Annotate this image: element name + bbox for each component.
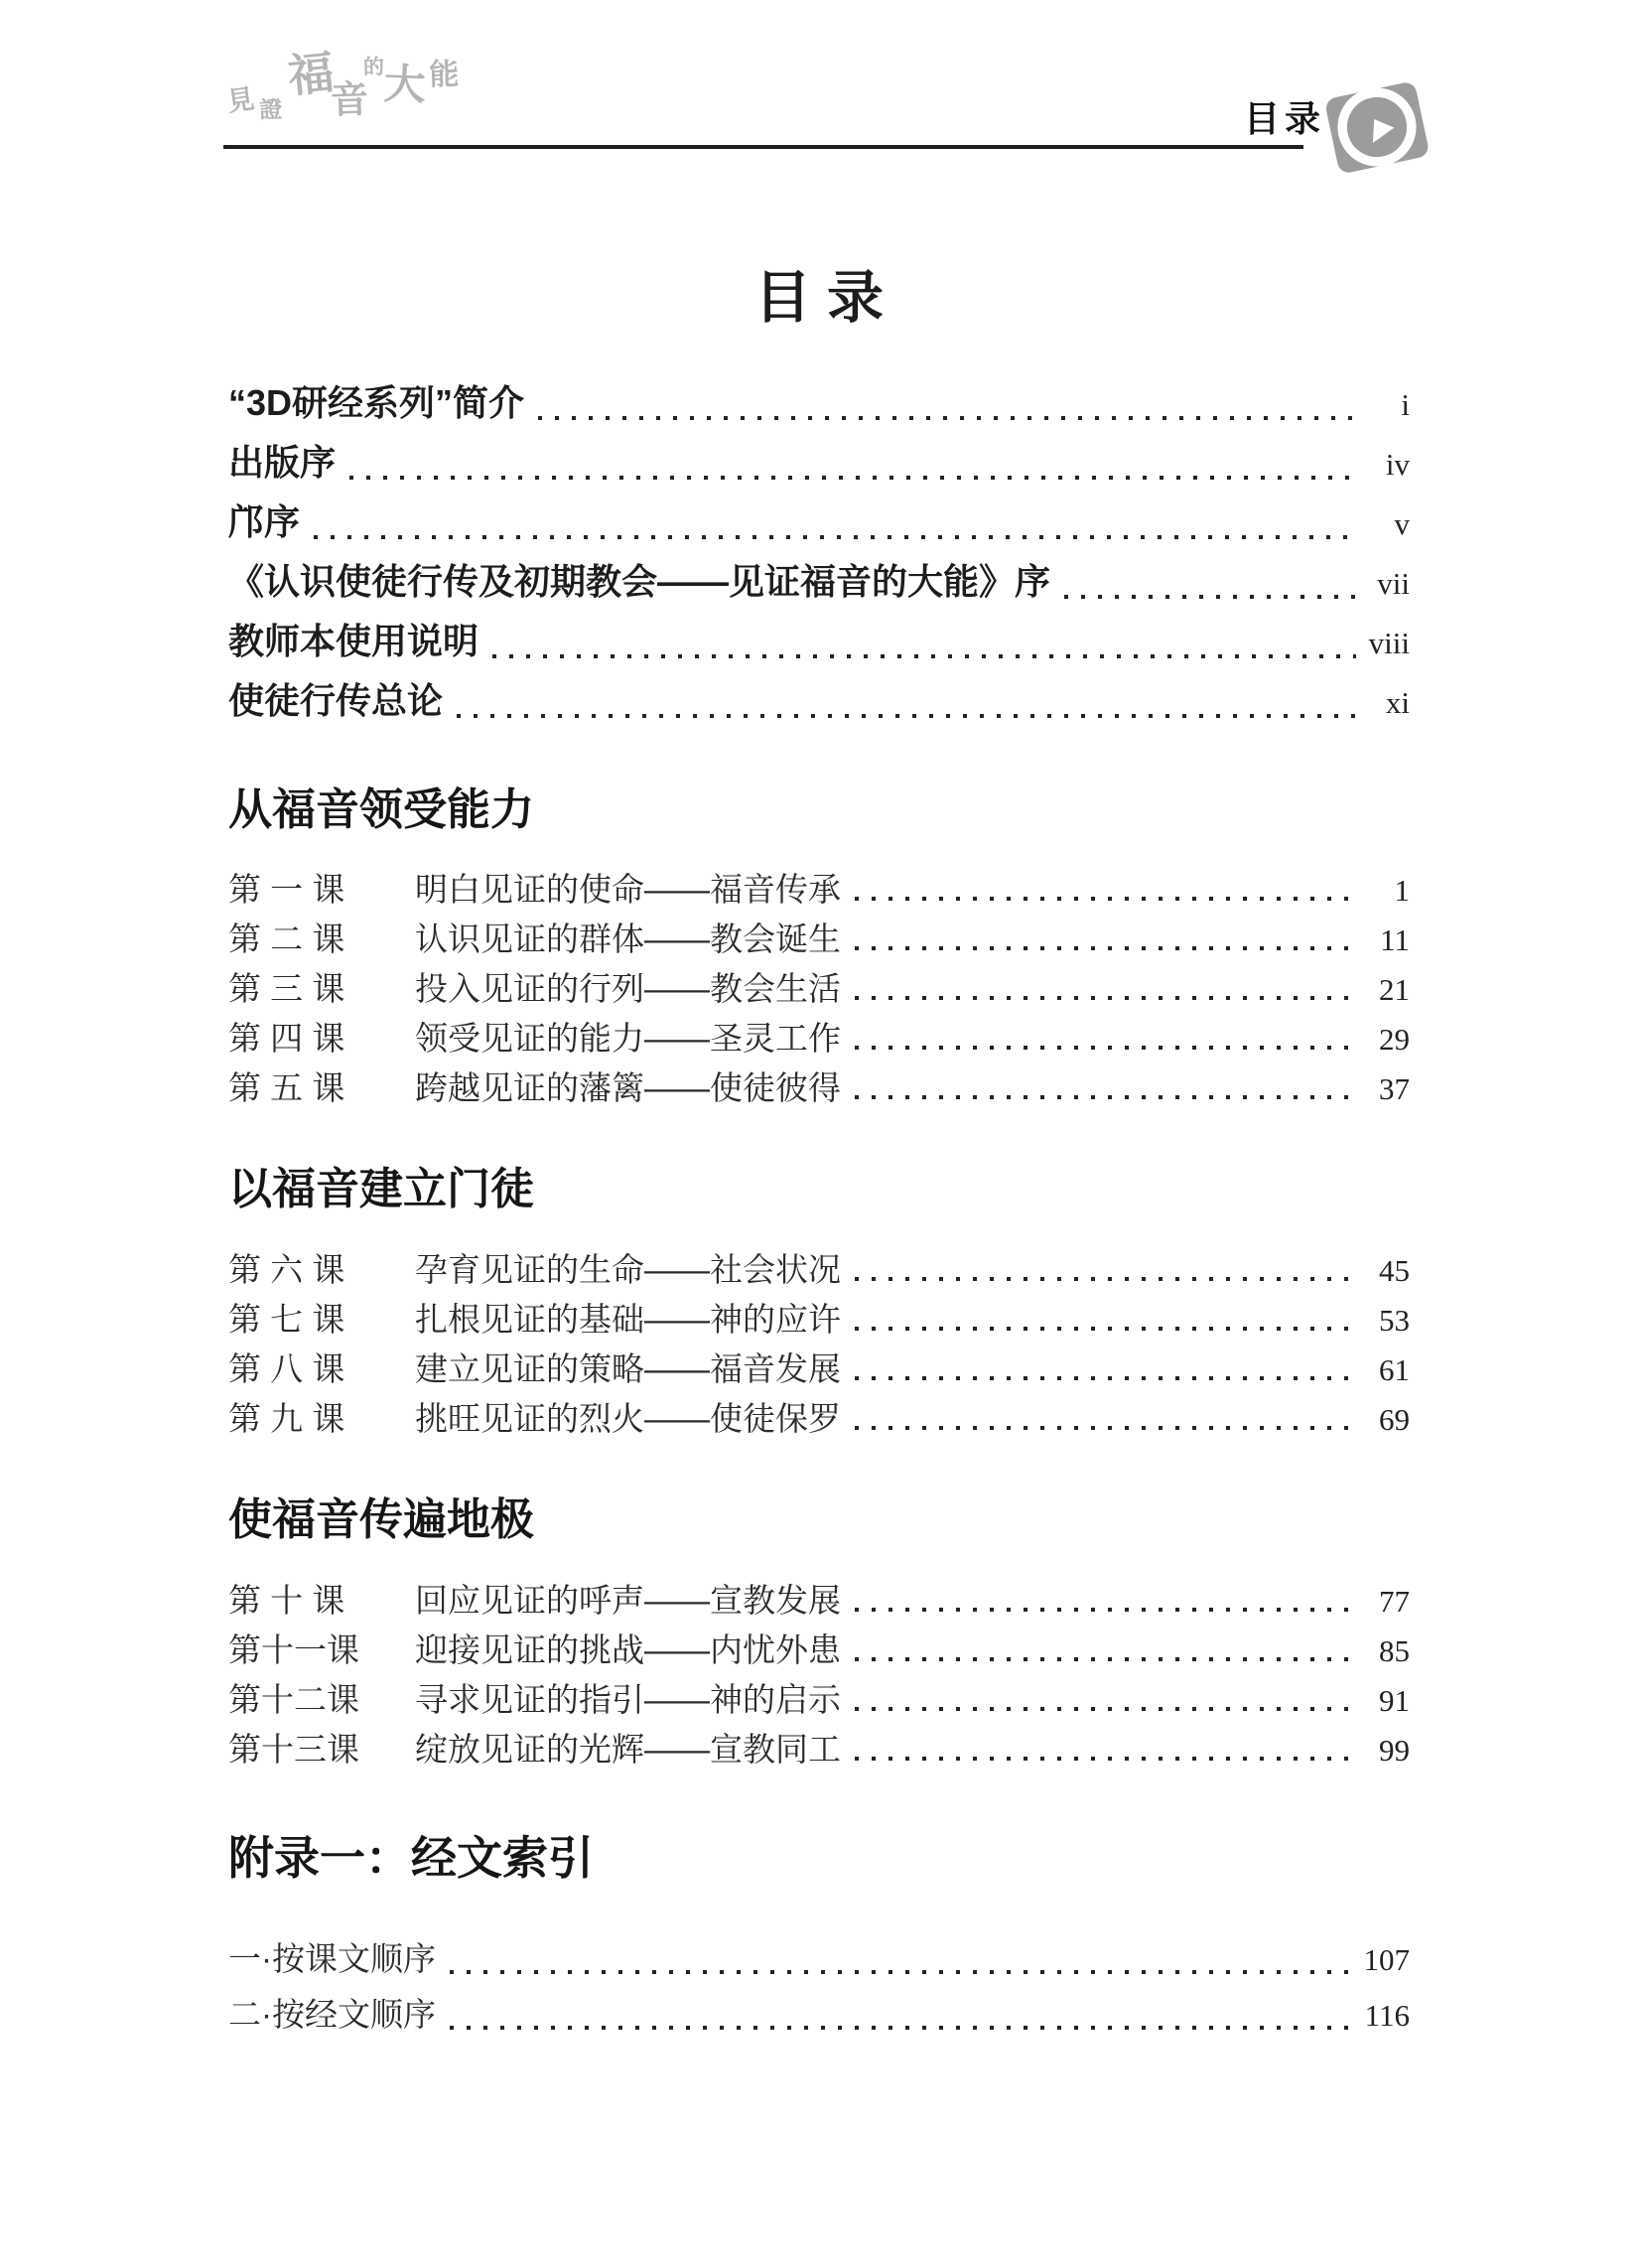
lesson-number: 第 七 课 bbox=[228, 1301, 345, 1339]
lesson-page: 85 bbox=[1379, 1632, 1410, 1668]
appendix-section bbox=[228, 1831, 1410, 2045]
lesson-page: 37 bbox=[1379, 1071, 1410, 1107]
lesson-number: 第 六 课 bbox=[228, 1251, 345, 1289]
lesson-page: 77 bbox=[1379, 1583, 1410, 1619]
logo-char: 見 bbox=[225, 83, 256, 117]
lesson-number: 第 一 课 bbox=[228, 871, 345, 909]
toc-content bbox=[228, 266, 1410, 2045]
appendix-entry-page: 107 bbox=[1363, 1942, 1410, 1978]
lesson-entry bbox=[228, 1244, 1410, 1294]
dot-leader bbox=[855, 1376, 1356, 1380]
lesson-number: 第十三课 bbox=[228, 1730, 359, 1768]
toc-section bbox=[228, 1164, 1410, 1443]
lesson-number: 第 十 课 bbox=[228, 1581, 345, 1619]
lesson-entry bbox=[228, 1674, 1410, 1724]
lesson-entry bbox=[228, 1575, 1410, 1625]
front-matter-list bbox=[228, 375, 1410, 733]
lesson-title: 扎根见证的基础——神的应许 bbox=[415, 1301, 841, 1339]
toc-entry-label: 教师本使用说明 bbox=[228, 620, 479, 661]
lesson-entry bbox=[228, 1724, 1410, 1773]
dot-leader bbox=[855, 1757, 1356, 1761]
lesson-title: 领受见证的能力——圣灵工作 bbox=[415, 1020, 841, 1058]
appendix-entry-page: 116 bbox=[1364, 1998, 1410, 2034]
header-rule bbox=[223, 145, 1303, 149]
dot-leader bbox=[457, 714, 1356, 718]
lesson-entry bbox=[228, 1013, 1410, 1063]
lesson-entry bbox=[228, 1063, 1410, 1112]
toc-entry-page: xi bbox=[1385, 684, 1410, 720]
lesson-page: 29 bbox=[1379, 1022, 1410, 1058]
lesson-title: 认识见证的群体——教会诞生 bbox=[415, 921, 841, 958]
lesson-page: 61 bbox=[1379, 1352, 1410, 1388]
lesson-title: 孕育见证的生命——社会状况 bbox=[415, 1251, 841, 1289]
dot-leader bbox=[855, 996, 1356, 1000]
toc-entry-label: “3D研经系列”简介 bbox=[228, 381, 525, 423]
lesson-entry bbox=[228, 1625, 1410, 1674]
logo-char: 大 bbox=[382, 60, 427, 109]
lesson-title: 跨越见证的藩篱——使徒彼得 bbox=[415, 1069, 841, 1107]
dot-leader bbox=[855, 1327, 1356, 1331]
lesson-title: 回应见证的呼声——宣教发展 bbox=[415, 1581, 841, 1619]
dot-leader bbox=[1064, 595, 1356, 599]
lesson-title: 迎接见证的挑战——内忧外患 bbox=[415, 1630, 841, 1668]
lesson-page: 69 bbox=[1379, 1402, 1410, 1438]
lesson-page: 1 bbox=[1394, 873, 1410, 909]
lesson-number: 第 八 课 bbox=[228, 1350, 345, 1388]
lesson-entry bbox=[228, 963, 1410, 1013]
lesson-page: 53 bbox=[1379, 1303, 1410, 1339]
appendix-heading: 附录一：经文索引 bbox=[228, 1831, 594, 1884]
logo-char: 能 bbox=[428, 58, 460, 92]
dot-leader bbox=[855, 897, 1356, 901]
toc-entry-page: iv bbox=[1385, 446, 1410, 482]
lesson-number: 第 二 课 bbox=[228, 921, 345, 958]
dot-leader bbox=[855, 1095, 1356, 1099]
lesson-entry bbox=[228, 914, 1410, 963]
dot-leader bbox=[855, 1657, 1356, 1661]
lesson-number: 第 五 课 bbox=[228, 1069, 345, 1107]
dot-leader bbox=[855, 1707, 1356, 1711]
dot-leader bbox=[450, 1970, 1354, 1974]
lesson-entry bbox=[228, 1344, 1410, 1393]
logo-char: 證 bbox=[258, 95, 283, 123]
lesson-page: 99 bbox=[1379, 1732, 1410, 1768]
dot-leader bbox=[855, 946, 1356, 950]
lesson-title: 寻求见证的指引——神的启示 bbox=[415, 1680, 841, 1718]
lesson-page: 11 bbox=[1380, 922, 1410, 958]
appendix-entry bbox=[228, 1989, 1410, 2045]
toc-section bbox=[228, 784, 1410, 1113]
toc-entry-label: 使徒行传总论 bbox=[228, 679, 444, 721]
toc-entry bbox=[228, 495, 1410, 554]
lesson-number: 第 九 课 bbox=[228, 1400, 345, 1438]
lesson-title: 建立见证的策略——福音发展 bbox=[415, 1350, 841, 1388]
toc-entry bbox=[228, 554, 1410, 614]
toc-entry-page: i bbox=[1401, 386, 1410, 422]
toc-entry-label: 《认识使徒行传及初期教会——见证福音的大能》序 bbox=[228, 560, 1051, 602]
toc-entry bbox=[228, 673, 1410, 733]
lesson-number: 第 四 课 bbox=[228, 1020, 345, 1058]
lesson-title: 绽放见证的光辉——宣教同工 bbox=[415, 1730, 841, 1768]
toc-entry-label: 邝序 bbox=[228, 500, 301, 542]
lesson-page: 21 bbox=[1379, 972, 1410, 1008]
dot-leader bbox=[538, 416, 1356, 420]
toc-entry-page: vii bbox=[1377, 565, 1410, 601]
logo-char: 福 bbox=[285, 46, 337, 102]
lesson-title: 挑旺见证的烈火——使徒保罗 bbox=[415, 1400, 841, 1438]
dot-leader bbox=[855, 1046, 1356, 1050]
dot-leader bbox=[450, 2026, 1355, 2030]
lesson-number: 第十一课 bbox=[228, 1630, 359, 1668]
dot-leader bbox=[492, 654, 1356, 658]
page-header bbox=[0, 0, 1642, 213]
lesson-entry bbox=[228, 1294, 1410, 1344]
dot-leader bbox=[314, 535, 1356, 539]
dot-leader bbox=[855, 1277, 1356, 1281]
lesson-entry bbox=[228, 864, 1410, 914]
running-head-label: 目录 bbox=[1244, 98, 1326, 139]
toc-entry bbox=[228, 614, 1410, 673]
appendix-entry bbox=[228, 1933, 1410, 1989]
toc-entry bbox=[228, 435, 1410, 495]
lesson-title: 投入见证的行列——教会生活 bbox=[415, 970, 841, 1008]
toc-section bbox=[228, 1494, 1410, 1773]
appendix-entry-label: 一·按课文顺序 bbox=[228, 1940, 436, 1978]
dot-leader bbox=[855, 1426, 1356, 1430]
page-title: 目录 bbox=[754, 266, 899, 330]
logo-char: 音 bbox=[330, 78, 369, 122]
section-heading: 以福音建立门徒 bbox=[228, 1165, 534, 1214]
lesson-page: 45 bbox=[1379, 1253, 1410, 1289]
lesson-number: 第 三 课 bbox=[228, 970, 345, 1008]
appendix-entry-label: 二·按经文顺序 bbox=[228, 1996, 436, 2034]
toc-entry-page: viii bbox=[1368, 625, 1410, 660]
toc-entry bbox=[228, 375, 1410, 435]
dot-leader bbox=[855, 1608, 1356, 1612]
section-heading: 从福音领受能力 bbox=[228, 784, 534, 834]
lesson-entry bbox=[228, 1393, 1410, 1443]
lesson-page: 91 bbox=[1379, 1682, 1410, 1718]
lesson-title: 明白见证的使命——福音传承 bbox=[415, 871, 841, 909]
lesson-number: 第十二课 bbox=[228, 1680, 359, 1718]
3d-series-logo-icon bbox=[1318, 70, 1436, 185]
dot-leader bbox=[349, 476, 1356, 480]
toc-entry-label: 出版序 bbox=[228, 441, 337, 483]
toc-entry-page: v bbox=[1394, 505, 1410, 541]
book-logo-calligraphy bbox=[221, 43, 492, 151]
section-heading: 使福音传遍地极 bbox=[228, 1495, 534, 1545]
logo-char: 的 bbox=[362, 56, 385, 79]
